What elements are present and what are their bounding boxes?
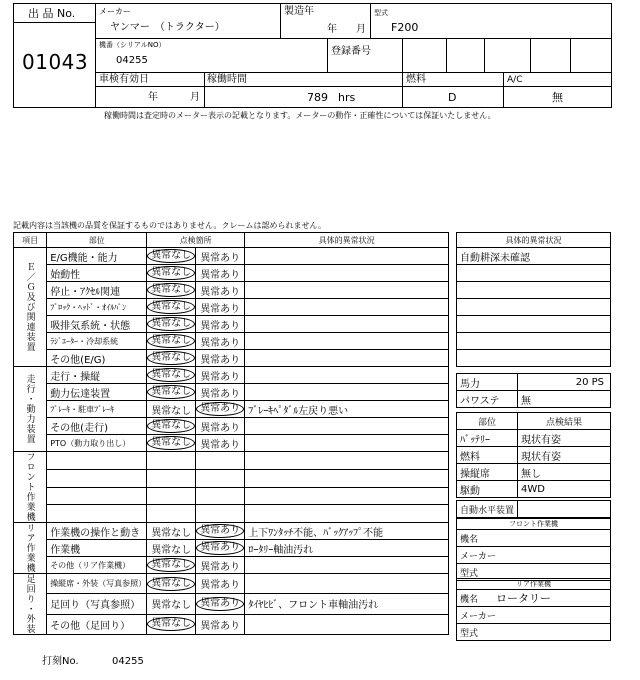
ok-label: 異常なし bbox=[147, 419, 195, 433]
detail-cell: ﾛｰﾀﾘｰ軸油汚れ bbox=[245, 540, 449, 557]
check-ok-cell[interactable] bbox=[147, 248, 196, 265]
group-label-cell bbox=[14, 367, 47, 452]
rear-implement-header: リア作業機 bbox=[457, 579, 611, 590]
check-row bbox=[457, 464, 611, 481]
ng-label: 異常あり bbox=[200, 388, 241, 400]
check-ok-cell[interactable] bbox=[147, 614, 196, 634]
part-cell bbox=[47, 469, 147, 487]
power-label: 馬力 bbox=[457, 374, 518, 391]
detail-cell bbox=[245, 282, 449, 299]
front-model-label: 型式 bbox=[457, 564, 611, 581]
model-value: F200 bbox=[391, 21, 419, 34]
month-unit: 月 bbox=[356, 24, 366, 35]
check-ok-cell[interactable] bbox=[147, 574, 196, 594]
detail-cell bbox=[245, 487, 449, 505]
check-ng-cell[interactable] bbox=[196, 614, 245, 634]
detail-cell bbox=[245, 557, 449, 574]
check-ng-cell[interactable] bbox=[196, 452, 245, 470]
col-detail-header: 具体的異常状況 bbox=[245, 233, 449, 248]
part-header: 部位 bbox=[457, 413, 518, 430]
detail-cell bbox=[245, 333, 449, 350]
check-ng-cell[interactable] bbox=[196, 557, 245, 574]
part-cell: 吸排気系統・状態 bbox=[47, 316, 147, 333]
part-cell: 作業機 bbox=[47, 540, 147, 557]
ng-label: 異常あり bbox=[200, 561, 241, 573]
ng-label: 異常あり bbox=[200, 337, 241, 349]
detail-cell bbox=[245, 469, 449, 487]
ok-label: 異常なし bbox=[147, 334, 195, 348]
part-cell: その他(E/G) bbox=[47, 350, 147, 367]
detail-cell bbox=[245, 574, 449, 594]
detail-cell bbox=[245, 435, 449, 452]
spec-table bbox=[456, 373, 611, 408]
ok-label: 異常なし bbox=[147, 317, 195, 331]
powersteering-label: パワステ bbox=[457, 391, 518, 408]
front-implement-header: フロント作業機 bbox=[457, 519, 611, 530]
serial-label: 機番（シリアルNO） bbox=[99, 41, 166, 49]
part-cell: その他（リア作業機） bbox=[47, 557, 147, 574]
check-ok-cell[interactable] bbox=[147, 557, 196, 574]
part-cell: 操縦席・外装（写真参照） bbox=[47, 574, 147, 594]
group-label: フロント作業機 bbox=[24, 452, 35, 522]
check-ok-cell[interactable] bbox=[147, 333, 196, 350]
group-label: 足回り・外装 bbox=[24, 574, 35, 634]
year-unit: 年 bbox=[327, 24, 337, 35]
check-ng-cell[interactable] bbox=[196, 265, 245, 282]
check-ng-cell[interactable] bbox=[196, 487, 245, 505]
ok-label: 異常なし bbox=[151, 527, 192, 539]
hours-note: 稼働時間は査定時のメーター表示の記載となります。メーターの動作・正確性については保証いたしません。 bbox=[104, 111, 496, 120]
inspection-label: 車検有効日 bbox=[99, 74, 149, 85]
detail-cell bbox=[245, 350, 449, 367]
table-row bbox=[14, 594, 449, 614]
hours-label: 稼働時間 bbox=[207, 74, 247, 85]
check-ng-cell[interactable] bbox=[196, 248, 245, 265]
rear-maker-label: メーカー bbox=[457, 607, 611, 624]
check-ok-cell[interactable] bbox=[147, 401, 196, 418]
part-cell: ﾌﾞﾚｰｷ・駐車ﾌﾞﾚｰｷ bbox=[47, 401, 147, 418]
maker-value: ヤンマー （トラクター） bbox=[110, 22, 225, 33]
part-cell: ﾗｼﾞｴｰﾀｰ・冷却系統 bbox=[47, 333, 147, 350]
table-row bbox=[14, 418, 449, 435]
inspection-year-unit: 年 bbox=[148, 92, 158, 103]
detail-cell bbox=[245, 614, 449, 634]
stamp-label: 打刻No. bbox=[42, 656, 79, 667]
ok-label: 異常なし bbox=[147, 558, 195, 572]
stamp-value: 04255 bbox=[112, 656, 144, 667]
check-ng-cell[interactable] bbox=[196, 469, 245, 487]
maker-label: メーカー bbox=[99, 7, 131, 16]
lot-number: 01043 bbox=[22, 50, 89, 74]
detail-cell bbox=[245, 452, 449, 470]
check-ng-cell[interactable] bbox=[196, 333, 245, 350]
lot-number-label: 出 品 No. bbox=[28, 7, 76, 20]
ng-label: 異常あり bbox=[200, 303, 241, 315]
detail-cell: ﾀｲﾔﾋﾋﾞ、フロント車軸油汚れ bbox=[245, 594, 449, 614]
result-header: 点検結果 bbox=[518, 413, 611, 430]
col-part-header: 部位 bbox=[47, 233, 147, 248]
group-label-cell bbox=[14, 574, 47, 635]
ok-label: 異常なし bbox=[147, 300, 195, 314]
check-ok-cell[interactable] bbox=[147, 540, 196, 557]
check-ng-cell[interactable] bbox=[196, 574, 245, 594]
check-ok-cell[interactable] bbox=[147, 505, 196, 523]
detail-cell bbox=[245, 367, 449, 384]
table-row bbox=[14, 487, 449, 505]
ok-label: 異常なし bbox=[147, 617, 195, 631]
check-ng-cell[interactable] bbox=[196, 350, 245, 367]
check-ok-cell[interactable] bbox=[147, 452, 196, 470]
table-row bbox=[14, 282, 449, 299]
ok-label: 異常なし bbox=[147, 249, 195, 263]
check-ng-cell[interactable] bbox=[196, 299, 245, 316]
ok-label: 異常なし bbox=[147, 436, 195, 450]
table-row bbox=[14, 316, 449, 333]
ok-label: 異常なし bbox=[151, 544, 192, 556]
group-label-cell bbox=[14, 523, 47, 574]
rear-model-label: 型式 bbox=[457, 624, 611, 641]
rear-name-value: ロータリー bbox=[496, 592, 552, 605]
check-result: 現状有姿 bbox=[518, 430, 611, 447]
table-row bbox=[14, 435, 449, 452]
powersteering-value: 無 bbox=[518, 391, 611, 408]
check-ng-cell[interactable] bbox=[196, 540, 245, 557]
ng-label: 異常あり bbox=[196, 597, 244, 611]
col-check-header: 点検箇所 bbox=[147, 233, 245, 248]
check-ok-cell[interactable] bbox=[147, 469, 196, 487]
table-row bbox=[14, 350, 449, 367]
abnormal-header: 具体的異常状況 bbox=[457, 233, 611, 248]
check-ok-cell[interactable] bbox=[147, 418, 196, 435]
serial-value: 04255 bbox=[116, 55, 148, 66]
detail-cell bbox=[245, 265, 449, 282]
group-label: リア作業機 bbox=[24, 523, 35, 573]
table-row bbox=[14, 265, 449, 282]
ok-label: 異常なし bbox=[147, 577, 195, 591]
table-row bbox=[14, 540, 449, 557]
check-result: 現状有姿 bbox=[518, 447, 611, 464]
check-part: 燃料 bbox=[457, 447, 518, 464]
detail-cell: 上下ﾜﾝﾀｯﾁ不能、ﾊﾞｯｸｱｯﾌﾟ不能 bbox=[245, 523, 449, 540]
year-label: 製造年 bbox=[284, 6, 314, 17]
check-ng-cell[interactable] bbox=[196, 384, 245, 401]
group-label-cell bbox=[14, 248, 47, 367]
ok-label: 異常なし bbox=[151, 600, 192, 612]
col-item-header: 項目 bbox=[14, 233, 47, 248]
ng-label: 異常あり bbox=[200, 269, 241, 281]
group-label: Ｅ／Ｇ及び関連装置 bbox=[24, 262, 35, 352]
disclaimer: 記載内容は当該機の品質を保証するものではありません。クレームは認められません。 bbox=[13, 221, 326, 230]
hours-unit: hrs bbox=[338, 91, 356, 104]
part-cell: ﾌﾞﾛｯｸ・ﾍｯﾄﾞ・ｵｲﾙﾊﾟﾝ bbox=[47, 299, 147, 316]
part-cell: 停止・ｱｸｾﾙ関連 bbox=[47, 282, 147, 299]
check-ok-cell[interactable] bbox=[147, 523, 196, 540]
check-table bbox=[456, 412, 611, 498]
power-value: 20 PS bbox=[518, 374, 611, 391]
abnormal-note: 自動耕深未確認 bbox=[457, 248, 611, 265]
check-ng-cell[interactable] bbox=[196, 401, 245, 418]
front-maker-label: メーカー bbox=[457, 547, 611, 564]
check-ng-cell[interactable] bbox=[196, 316, 245, 333]
part-cell bbox=[47, 487, 147, 505]
detail-cell bbox=[245, 248, 449, 265]
ac-label: A/C bbox=[507, 75, 523, 85]
ok-label: 異常なし bbox=[147, 351, 195, 365]
ng-label: 異常あり bbox=[196, 402, 244, 416]
check-part: ﾊﾞｯﾃﾘｰ bbox=[457, 430, 518, 447]
front-implement-table bbox=[456, 518, 611, 581]
ng-label: 異常あり bbox=[200, 422, 241, 434]
check-ok-cell[interactable] bbox=[147, 367, 196, 384]
rear-name-row bbox=[457, 590, 611, 607]
table-row bbox=[14, 333, 449, 350]
check-result: 無し bbox=[518, 464, 611, 481]
table-row bbox=[14, 523, 449, 540]
front-name-label: 機名 bbox=[457, 530, 611, 547]
ng-label: 異常あり bbox=[200, 580, 241, 592]
ok-label: 異常なし bbox=[147, 368, 195, 382]
ng-label: 異常あり bbox=[200, 252, 241, 264]
table-row bbox=[14, 557, 449, 574]
registration-label: 登録番号 bbox=[331, 46, 371, 57]
ok-label: 異常なし bbox=[147, 266, 195, 280]
check-ng-cell[interactable] bbox=[196, 418, 245, 435]
table-row bbox=[14, 574, 449, 594]
ng-label: 異常あり bbox=[200, 320, 241, 332]
check-ok-cell[interactable] bbox=[147, 435, 196, 452]
check-ng-cell[interactable] bbox=[196, 367, 245, 384]
check-ng-cell[interactable] bbox=[196, 505, 245, 523]
table-row bbox=[14, 505, 449, 523]
check-ok-cell[interactable] bbox=[147, 299, 196, 316]
part-cell bbox=[47, 505, 147, 523]
table-header-row bbox=[14, 233, 449, 248]
ac-value: 無 bbox=[552, 91, 563, 104]
detail-cell bbox=[245, 505, 449, 523]
table-row bbox=[14, 469, 449, 487]
ng-label: 異常あり bbox=[196, 541, 244, 555]
ng-label: 異常あり bbox=[200, 439, 241, 451]
rear-implement-table bbox=[456, 578, 611, 641]
ng-label: 異常あり bbox=[200, 371, 241, 383]
hours-value: 789 bbox=[307, 91, 328, 104]
part-cell: その他(走行) bbox=[47, 418, 147, 435]
table-row bbox=[14, 248, 449, 265]
group-label: 走行・動力装置 bbox=[24, 374, 35, 444]
model-label: 型式 bbox=[374, 9, 388, 17]
check-ok-cell[interactable] bbox=[147, 265, 196, 282]
check-ng-cell[interactable] bbox=[196, 435, 245, 452]
fuel-label: 燃料 bbox=[406, 74, 426, 85]
part-cell: その他（足回り） bbox=[47, 614, 147, 634]
check-ng-cell[interactable] bbox=[196, 282, 245, 299]
detail-cell bbox=[245, 418, 449, 435]
check-ok-cell[interactable] bbox=[147, 316, 196, 333]
auto-level-label: 自動水平装置 bbox=[457, 501, 518, 518]
part-cell: PTO（動力取り出し） bbox=[47, 435, 147, 452]
rear-name-label: 機名 bbox=[460, 595, 479, 605]
inspection-table bbox=[13, 232, 449, 635]
ng-label: 異常あり bbox=[200, 620, 241, 632]
ng-label: 異常あり bbox=[200, 354, 241, 366]
table-row bbox=[14, 452, 449, 470]
check-ok-cell[interactable] bbox=[147, 282, 196, 299]
check-ok-cell[interactable] bbox=[147, 487, 196, 505]
ng-label: 異常あり bbox=[200, 286, 241, 298]
part-cell: 足回り（写真参照） bbox=[47, 594, 147, 614]
ok-label: 異常なし bbox=[151, 405, 192, 417]
group-label-cell bbox=[14, 452, 47, 523]
ok-label: 異常なし bbox=[147, 385, 195, 399]
auto-level-table bbox=[456, 500, 611, 518]
inspection-month-unit: 月 bbox=[190, 92, 200, 103]
check-ng-cell[interactable] bbox=[196, 594, 245, 614]
detail-cell bbox=[245, 384, 449, 401]
fuel-value: D bbox=[448, 91, 457, 104]
part-cell: E/G機能・能力 bbox=[47, 248, 147, 265]
part-cell bbox=[47, 452, 147, 470]
check-ok-cell[interactable] bbox=[147, 350, 196, 367]
part-cell: 始動性 bbox=[47, 265, 147, 282]
part-cell: 走行・操縦 bbox=[47, 367, 147, 384]
check-ok-cell[interactable] bbox=[147, 594, 196, 614]
check-row bbox=[457, 447, 611, 464]
check-row bbox=[457, 430, 611, 447]
abnormal-note-table bbox=[456, 232, 611, 367]
table-row bbox=[14, 384, 449, 401]
check-result: 4WD bbox=[518, 481, 611, 498]
detail-cell bbox=[245, 299, 449, 316]
check-part: 操縦席 bbox=[457, 464, 518, 481]
detail-cell bbox=[245, 316, 449, 333]
table-row bbox=[14, 401, 449, 418]
ng-label: 異常あり bbox=[196, 524, 244, 538]
check-row bbox=[457, 481, 611, 498]
ok-label: 異常なし bbox=[147, 283, 195, 297]
detail-cell: ﾌﾞﾚｰｷﾍﾟﾀﾞﾙ左戻り悪い bbox=[245, 401, 449, 418]
part-cell: 作業機の操作と動き bbox=[47, 523, 147, 540]
check-ng-cell[interactable] bbox=[196, 523, 245, 540]
table-row bbox=[14, 367, 449, 384]
table-row bbox=[14, 299, 449, 316]
part-cell: 動力伝達装置 bbox=[47, 384, 147, 401]
check-ok-cell[interactable] bbox=[147, 384, 196, 401]
check-part: 駆動 bbox=[457, 481, 518, 498]
table-row bbox=[14, 614, 449, 634]
